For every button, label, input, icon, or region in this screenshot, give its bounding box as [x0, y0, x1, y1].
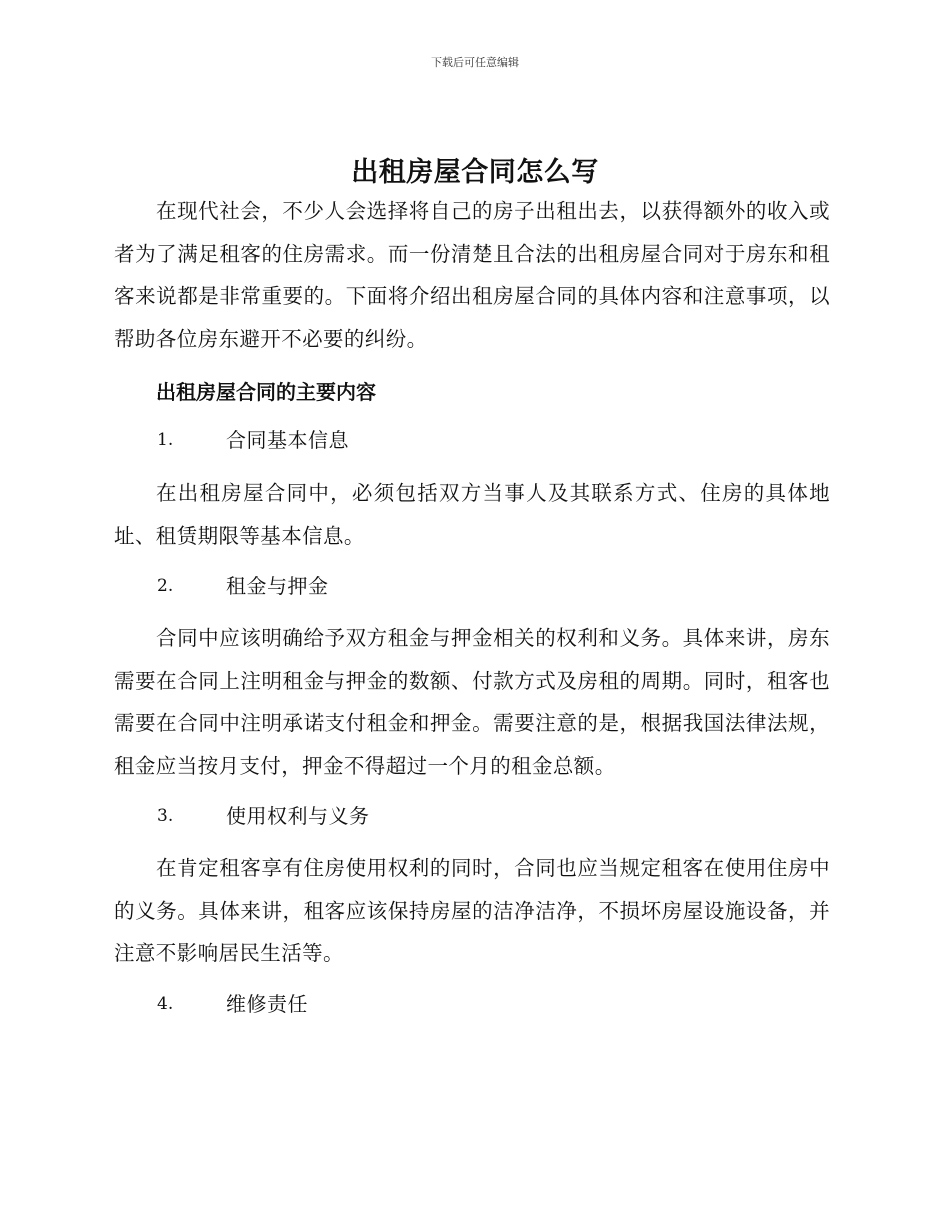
item-number: 2. — [157, 576, 174, 596]
section-heading: 出租房屋合同的主要内容 — [156, 380, 376, 404]
numbered-item-3 — [157, 801, 757, 831]
item-number: 3. — [157, 806, 174, 826]
numbered-item-4 — [157, 989, 757, 1019]
item-label: 使用权利与义务 — [226, 804, 370, 828]
item-number: 4. — [157, 994, 174, 1014]
item-label: 维修责任 — [226, 992, 308, 1016]
numbered-item-2 — [157, 571, 757, 601]
intro-paragraph: 在现代社会，不少人会选择将自己的房子出租出去，以获得额外的收入或者为了满足租客的住房需求。而一份清楚且合法的出租房屋合同对于房东和租客来说都是非常重要的。下面将介绍出租房屋合同的具体内容和注意事项，以帮助各位房东避开不必要的纠纷。 — [114, 199, 830, 351]
item-3-paragraph: 在肯定租客享有住房使用权利的同时，合同也应当规定租客在使用住房中的义务。具体来讲，租客应该保持房屋的洁净洁净，不损坏房屋设施设备，并注意不影响居民生活等。 — [114, 856, 830, 965]
item-1-paragraph: 在出租房屋合同中，必须包括双方当事人及其联系方式、住房的具体地址、租赁期限等基本信息。 — [114, 481, 830, 548]
item-number: 1. — [157, 430, 174, 450]
item-label: 租金与押金 — [226, 574, 329, 598]
item-2-paragraph: 合同中应该明确给予双方租金与押金相关的权利和义务。具体来讲，房东需要在合同上注明租金与押金的数额、付款方式及房租的周期。同时，租客也需要在合同中注明承诺支付租金和押金。需要注意的是，根据我国法律法规，租金应当按月支付，押金不得超过一个月的租金总额。 — [114, 626, 830, 778]
numbered-item-1 — [157, 425, 757, 455]
header-note: 下载后可任意编辑 — [431, 56, 519, 69]
document-title: 出租房屋合同怎么写 — [351, 157, 599, 188]
item-label: 合同基本信息 — [226, 428, 349, 452]
